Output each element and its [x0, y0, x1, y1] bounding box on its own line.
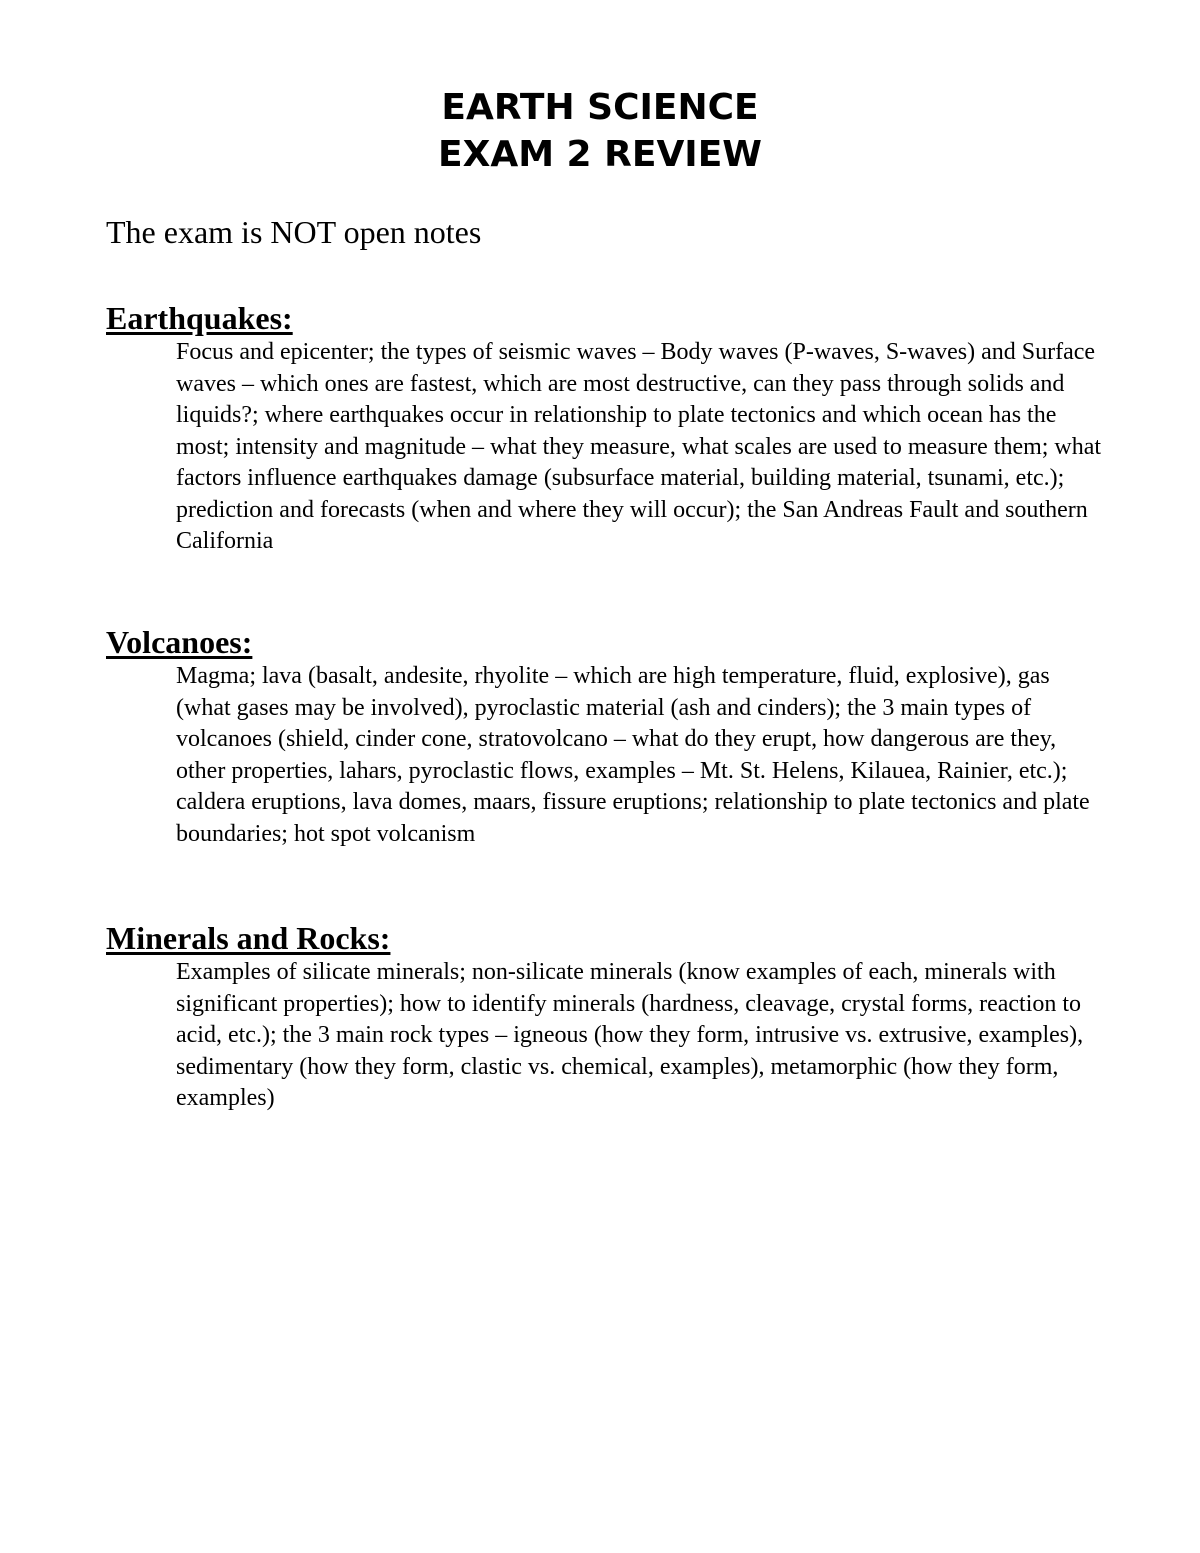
section-body-volcanoes: Magma; lava (basalt, andesite, rhyolite – which are high temperature, fluid, explosive), gas (what gases may be involved), pyroclastic material (ash and cinders); the 3 main types of volcanoes (shield, cinder cone, stratovolcano – what do they erupt, how dangerous are they, other properties, lahars, pyroclastic flows, examples – Mt. St. Helens, Kilauea, Rainier, etc.); caldera eruptions, lava domes, maars, fissure eruptions; relationship to plate tectonics and plate boundaries; hot spot volcanism — [176, 663, 1090, 847]
section-body-earthquakes: Focus and epicenter; the types of seismic waves – Body waves (P-waves, S-waves) and Surface waves – which ones are fastest, which are most destructive, can they pass through solids and liquids?; where earthquakes occur in relationship to plate tectonics and which ocean has the most; intensity and magnitude – what they measure, what scales are used to measure them; what factors influence earthquakes damage (subsurface material, building material, tsunami, etc.); prediction and forecasts (when and where they will occur); the San Andreas Fault and southern California — [176, 339, 1102, 554]
section-heading-volcanoes: Volcanoes: — [106, 624, 253, 660]
section-heading-minerals-and-rocks: Minerals and Rocks: — [106, 920, 391, 956]
section-heading-earthquakes: Earthquakes: — [106, 300, 293, 336]
document-title-line-2: EXAM 2 REVIEW — [437, 134, 763, 175]
document-title-line-1: EARTH SCIENCE — [441, 87, 759, 128]
section-body-minerals-and-rocks: Examples of silicate minerals; non-silicate minerals (know examples of each, minerals with significant properties); how to identify minerals (hardness, cleavage, crystal forms, reaction to acid, etc.); the 3 main rock types – igneous (how they form, intrusive vs. extrusive, examples), sedimentary (how they form, clastic vs. chemical, examples), metamorphic (how they form, examples) — [176, 959, 1084, 1111]
exam-note: The exam is NOT open notes — [106, 214, 482, 250]
